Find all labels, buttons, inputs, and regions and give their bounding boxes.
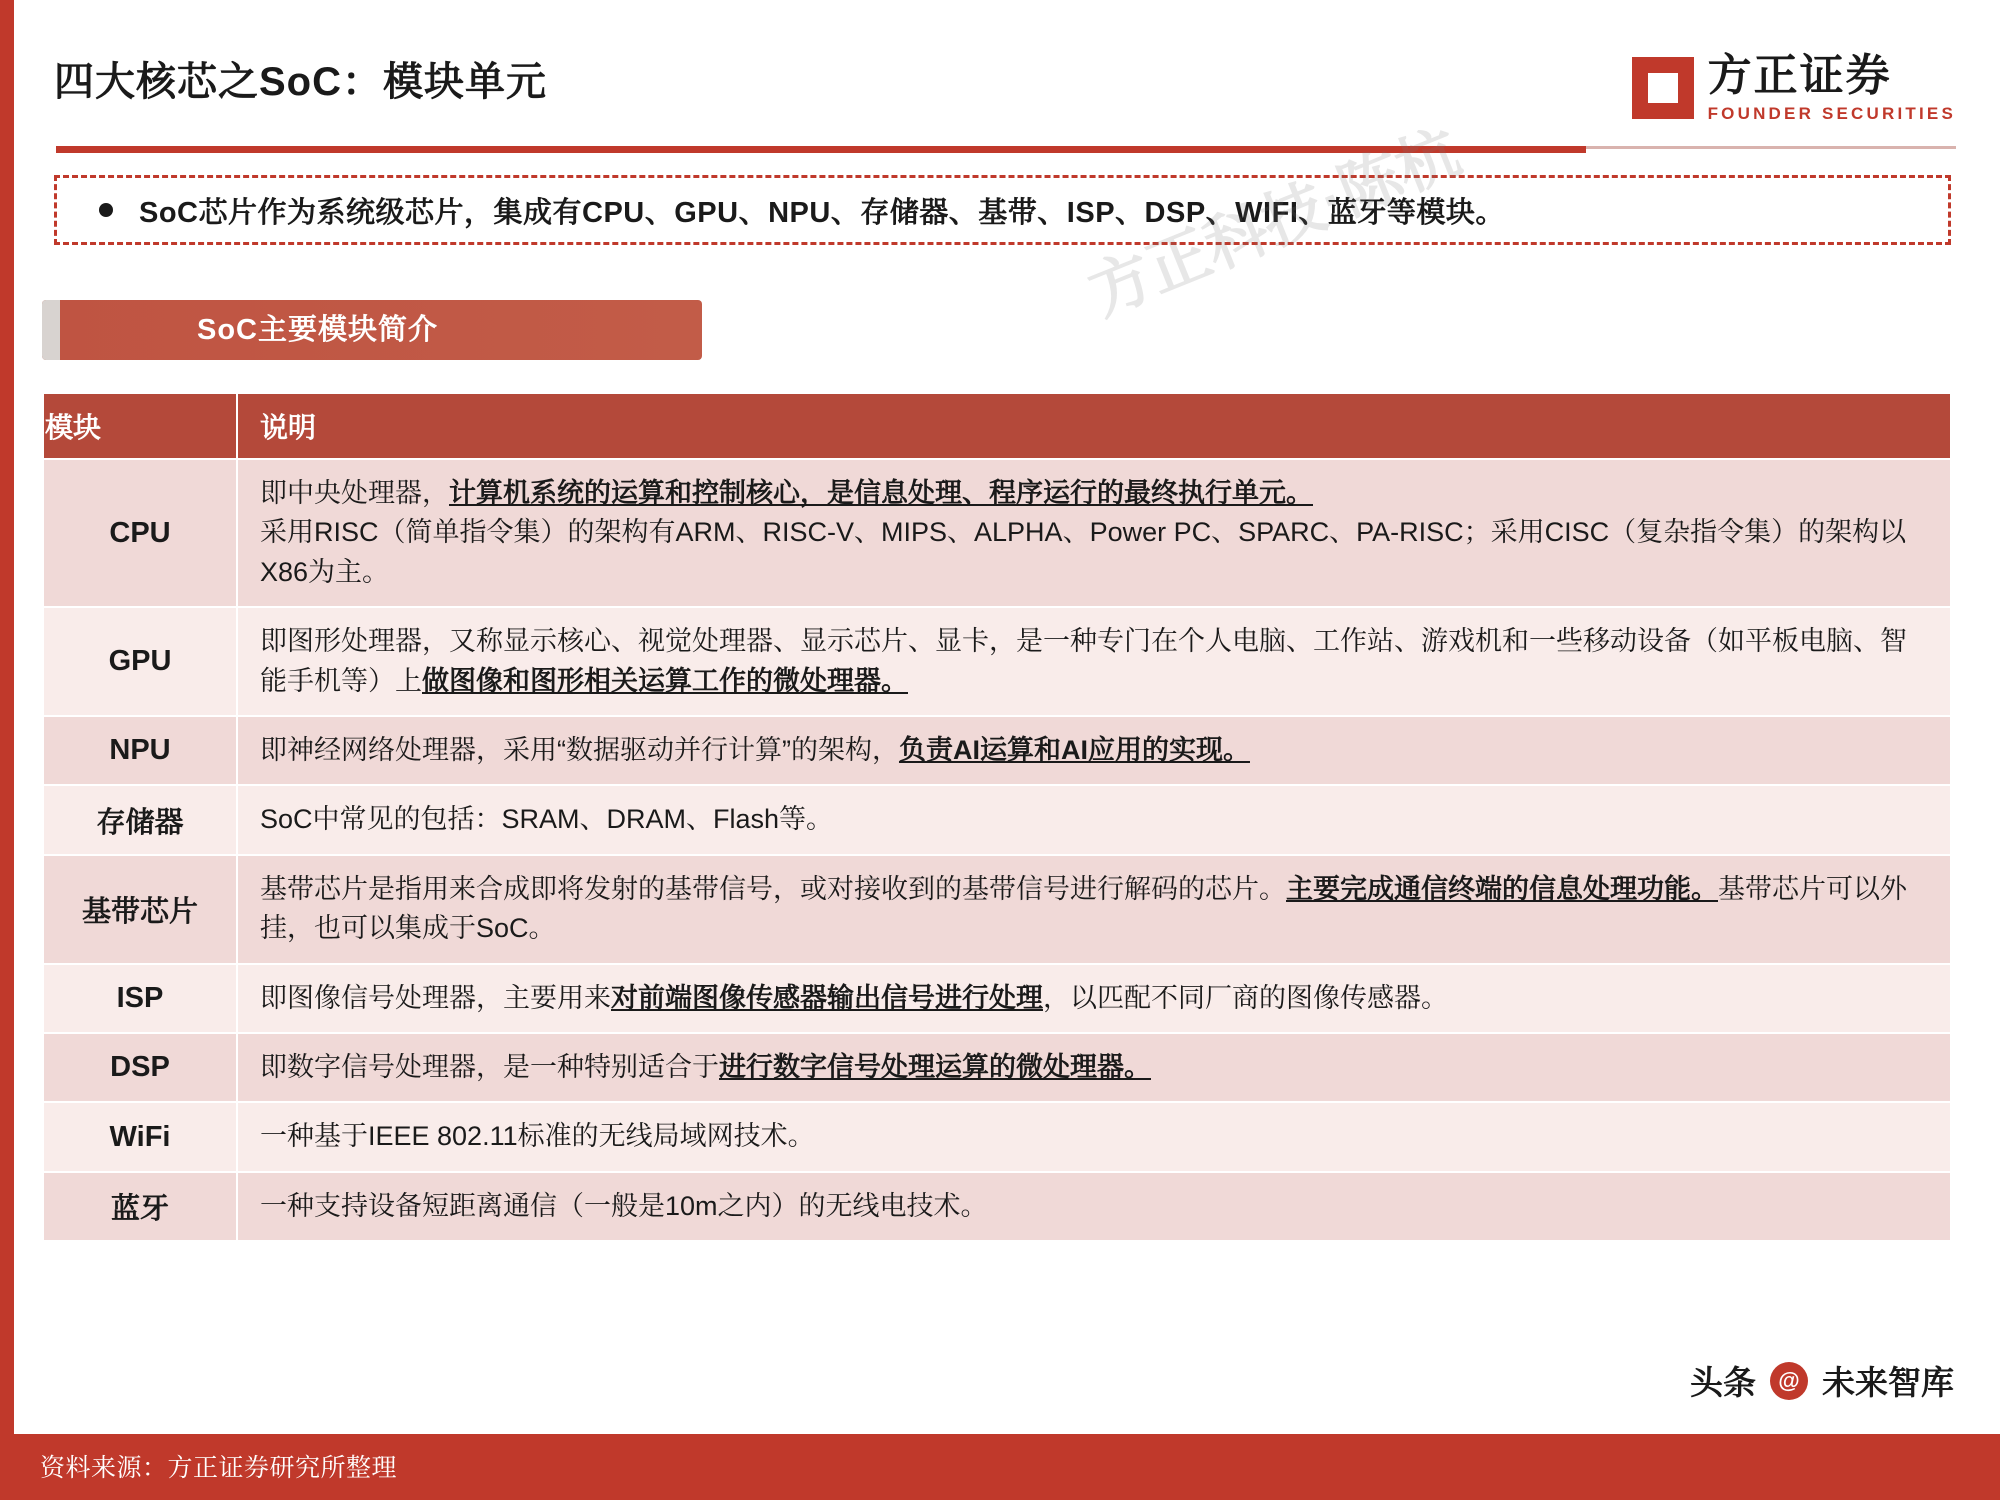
soc-modules-table [42,392,1952,1242]
founder-securities-logo [1632,51,1956,123]
table-row [43,607,1951,716]
bullet-dot-icon [99,203,113,217]
cell-description: 基带芯片是指用来合成即将发射的基带信号，或对接收到的基带信号进行解码的芯片。主要完成通信终端的信息处理功能。基带芯片可以外挂，也可以集成于SoC。 [237,855,1951,964]
cell-description: 一种基于IEEE 802.11标准的无线局域网技术。 [237,1102,1951,1171]
page-title: 四大核芯之SoC：模块单元 [54,60,547,104]
at-icon: @ [1770,1362,1808,1400]
cell-module: GPU [43,607,237,716]
key-point-callout [54,175,1951,245]
table-header-row [43,393,1951,459]
source-note: 资料来源：方正证券研究所整理 [40,1454,398,1482]
section-header-label: SoC主要模块简介 [197,314,439,346]
table-row [43,459,1951,607]
logo-text [1707,51,1956,123]
platform-name: 头条 [1690,1364,1756,1401]
cell-description: SoC中常见的包括：SRAM、DRAM、Flash等。 [237,785,1951,854]
table-row [43,1102,1951,1171]
section-tab-accent [42,300,60,360]
cell-description: 即数字信号处理器，是一种特别适合于进行数字信号处理运算的微处理器。 [237,1033,1951,1102]
title-underline-secondary [1586,146,1956,149]
table-body [43,459,1951,1241]
platform-branding [1690,1357,1954,1404]
table-row [43,1172,1951,1241]
table-head [43,393,1951,459]
left-accent-bar [0,0,14,1500]
cell-description: 即图像信号处理器，主要用来对前端图像传感器输出信号进行处理，以匹配不同厂商的图像传感器。 [237,964,1951,1033]
cell-description: 即神经网络处理器，采用“数据驱动并行计算”的架构，负责AI运算和AI应用的实现。 [237,716,1951,785]
cell-module: CPU [43,459,237,607]
table-row [43,1033,1951,1102]
slide-canvas [14,0,2000,1500]
section-header-tab [42,300,702,360]
cell-description: 一种支持设备短距离通信（一般是10m之内）的无线电技术。 [237,1172,1951,1241]
table-row [43,716,1951,785]
logo-english-name: FOUNDER SECURITIES [1707,104,1956,123]
cell-module: 蓝牙 [43,1172,237,1241]
cell-module: 存储器 [43,785,237,854]
table-row [43,785,1951,854]
column-header-description: 说明 [237,393,1951,459]
cell-description: 即图形处理器，又称显示核心、视觉处理器、显示芯片、显卡，是一种专门在个人电脑、工作站、游戏机和一些移动设备（如平板电脑、智能手机等）上做图像和图形相关运算工作的微处理器。 [237,607,1951,716]
cell-module: WiFi [43,1102,237,1171]
cell-module: ISP [43,964,237,1033]
cell-module: 基带芯片 [43,855,237,964]
cell-description: 即中央处理器，计算机系统的运算和控制核心，是信息处理、程序运行的最终执行单元。 采用RISC（简单指令集）的架构有ARM、RISC-V、MIPS、ALPHA、Power PC、SPARC、PA-RISC；采用CISC（复杂指令集）的架构以X86为主。 [237,459,1951,607]
table-row [43,855,1951,964]
cell-module: NPU [43,716,237,785]
logo-chinese-name: 方正证券 [1707,51,1892,100]
callout-text: SoC芯片作为系统级芯片，集成有CPU、GPU、NPU、存储器、基带、ISP、DSP、WIFI、蓝牙等模块。 [139,196,1505,229]
account-name: 未来智库 [1822,1364,1954,1401]
cell-module: DSP [43,1033,237,1102]
table-row [43,964,1951,1033]
column-header-module: 模块 [43,393,237,459]
logo-mark-icon [1632,57,1694,119]
title-underline [56,146,1586,153]
